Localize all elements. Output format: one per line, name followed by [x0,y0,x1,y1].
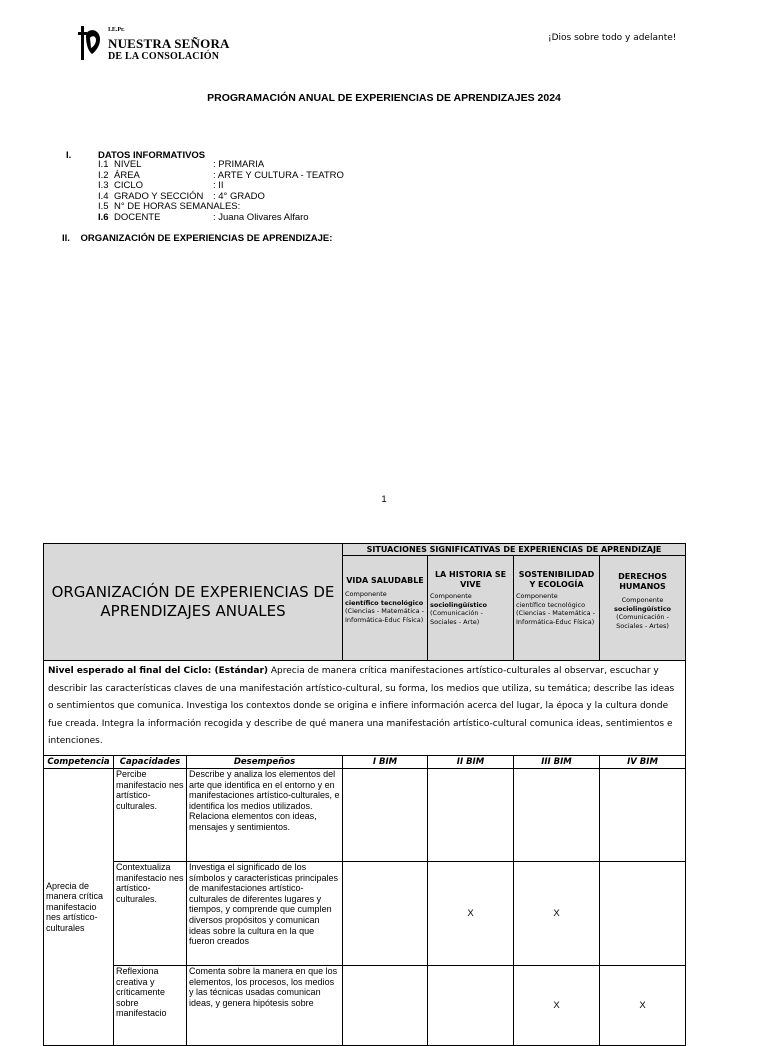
capacidad-cell: Percibe manifestacio nes artístico-culturales. [114,769,187,862]
info-value: : 4° GRADO [213,190,265,202]
situation-component: Componente [516,592,558,600]
section-2-title: II. ORGANIZACIÓN DE EXPERIENCIAS DE APRENDIZAJE: [62,233,333,244]
situation-cell [600,556,686,661]
situation-name: SOSTENIBILIDAD Y ECOLOGÍA [518,570,595,589]
nivel-text: Aprecia de manera crítica manifestaciones artístico-culturales al observar, escuchar y describir las características claves de una manifestación artístico-cultural, su forma, los medios que utiliza, su temática; describe las ideas o sentimientos que comunica. Investiga los contextos donde se origina e infiere información acerca del lugar, la época y la cultura donde fue creada. Integra la información recogida y describe de qué manera una manifestación artístico-cultural comunica ideas, sentimientos e intenciones. [48,666,675,746]
logo-subname: DE LA CONSOLACIÓN [108,51,220,62]
info-value: : PRIMARIA [213,159,265,170]
situation-component: Componente [345,590,387,598]
info-key: I.2 [98,169,109,181]
info-key: I.5 [98,201,109,212]
situation-detail: (Comunicación - Sociales - Artes) [616,613,669,630]
situation-detail: (Ciencias - Matemática - Informática-Educ Física) [516,609,596,626]
column-header: III BIM [514,756,600,769]
page-number: 1 [381,494,387,505]
situation-detail: (Comunicación - Sociales - Arte) [430,609,483,626]
column-header: IV BIM [600,756,686,769]
situations-header: SITUACIONES SIGNIFICATIVAS DE EXPERIENCIAS DE APRENDIZAJE [343,544,686,556]
motto: ¡Dios sobre todo y adelante! [548,33,677,43]
situation-detail: (Ciencias - Matemática - Informática-Educ Física) [345,607,425,624]
situation-name: DERECHOS HUMANOS [618,572,667,591]
column-header: Desempeños [187,756,343,769]
section-number: I. [66,150,72,161]
competencia-cell: Aprecia de manera crítica manifestacio nes artístico-culturales [44,769,114,1046]
bim-mark: X [428,862,514,966]
bim-mark [428,966,514,1046]
info-value: : ARTE Y CULTURA - TEATRO [213,169,344,181]
situation-type: científico tecnológico [516,600,586,609]
bim-mark: X [514,862,600,966]
situation-name: LA HISTORIA SE VIVE [434,570,507,589]
nivel-label: Nivel esperado al final del Ciclo: (Estándar) [48,666,269,676]
bim-mark: X [600,966,686,1046]
column-header: II BIM [428,756,514,769]
logo-name: NUESTRA SEÑORA [108,36,230,51]
info-label: GRADO Y SECCIÓN [114,190,204,202]
bim-mark [514,769,600,862]
capacidad-cell: Reflexiona creativa y críticamente sobre manifestacio [114,966,187,1046]
info-label: NIVEL [114,159,142,170]
info-label: CICLO [114,180,144,191]
situation-type: científico tecnológico [345,598,424,607]
bim-mark [343,862,428,966]
situation-type: sociolingüístico [430,600,487,609]
info-value: : Juana Olivares Alfaro [213,211,309,223]
situation-type: sociolingüístico [614,604,672,613]
column-header: Capacidades [114,756,187,769]
situation-cell [514,556,600,661]
info-key: I.4 [98,190,109,202]
desempeno-cell: Describe y analiza los elementos del arte que identifica en el entorno y en manifestaciones artístico-culturales, e identifica los medios utilizados. Relaciona elementos con ideas, mensajes y sentimientos. [187,769,343,862]
info-value: : II [213,180,224,191]
situation-cell [343,556,428,661]
school-emblem-icon [78,24,104,62]
column-header: Competencia [44,756,114,769]
bim-mark [600,862,686,966]
logo-prefix: I.E.Pr. [108,27,125,33]
bim-mark [428,769,514,862]
nivel-esperado [44,661,686,756]
situation-component: Componente [621,596,664,604]
desempeno-cell: Comenta sobre la manera en que los elementos, los procesos, los medios y las técnicas usadas comunican ideas, y genera hipótesis sobre [187,966,343,1046]
capacidad-cell: Contextualiza manifestacio nes artístico-culturales. [114,862,187,966]
info-label: N° DE HORAS SEMANALES: [114,201,241,212]
section-title: DATOS INFORMATIVOS [98,150,206,161]
desempeno-cell: Investiga el significado de los símbolos y características principales de manifestaciones artístico-culturales de diferentes lugares y tiempos, y comprende que cumplen diversos propósitos y comunican ideas sobre la cultura en la que fueron creados [187,862,343,966]
table-title: ORGANIZACIÓN DE EXPERIENCIAS DE APRENDIZAJES ANUALES [44,544,343,661]
info-key: I.3 [98,180,109,191]
situation-name: VIDA SALUDABLE [346,576,424,585]
experiences-table [43,543,686,1046]
info-label: DOCENTE [114,211,161,223]
info-key: I.6 [98,211,109,223]
bim-mark [600,769,686,862]
bim-mark [343,966,428,1046]
info-label: ÁREA [114,169,140,181]
info-key: I.1 [98,159,109,170]
column-header: I BIM [343,756,428,769]
situation-component: Componente [430,592,472,600]
bim-mark: X [514,966,600,1046]
situation-cell [428,556,514,661]
school-logo [78,24,228,66]
document-title: PROGRAMACIÓN ANUAL DE EXPERIENCIAS DE APRENDIZAJES 2024 [207,92,561,104]
bim-mark [343,769,428,862]
